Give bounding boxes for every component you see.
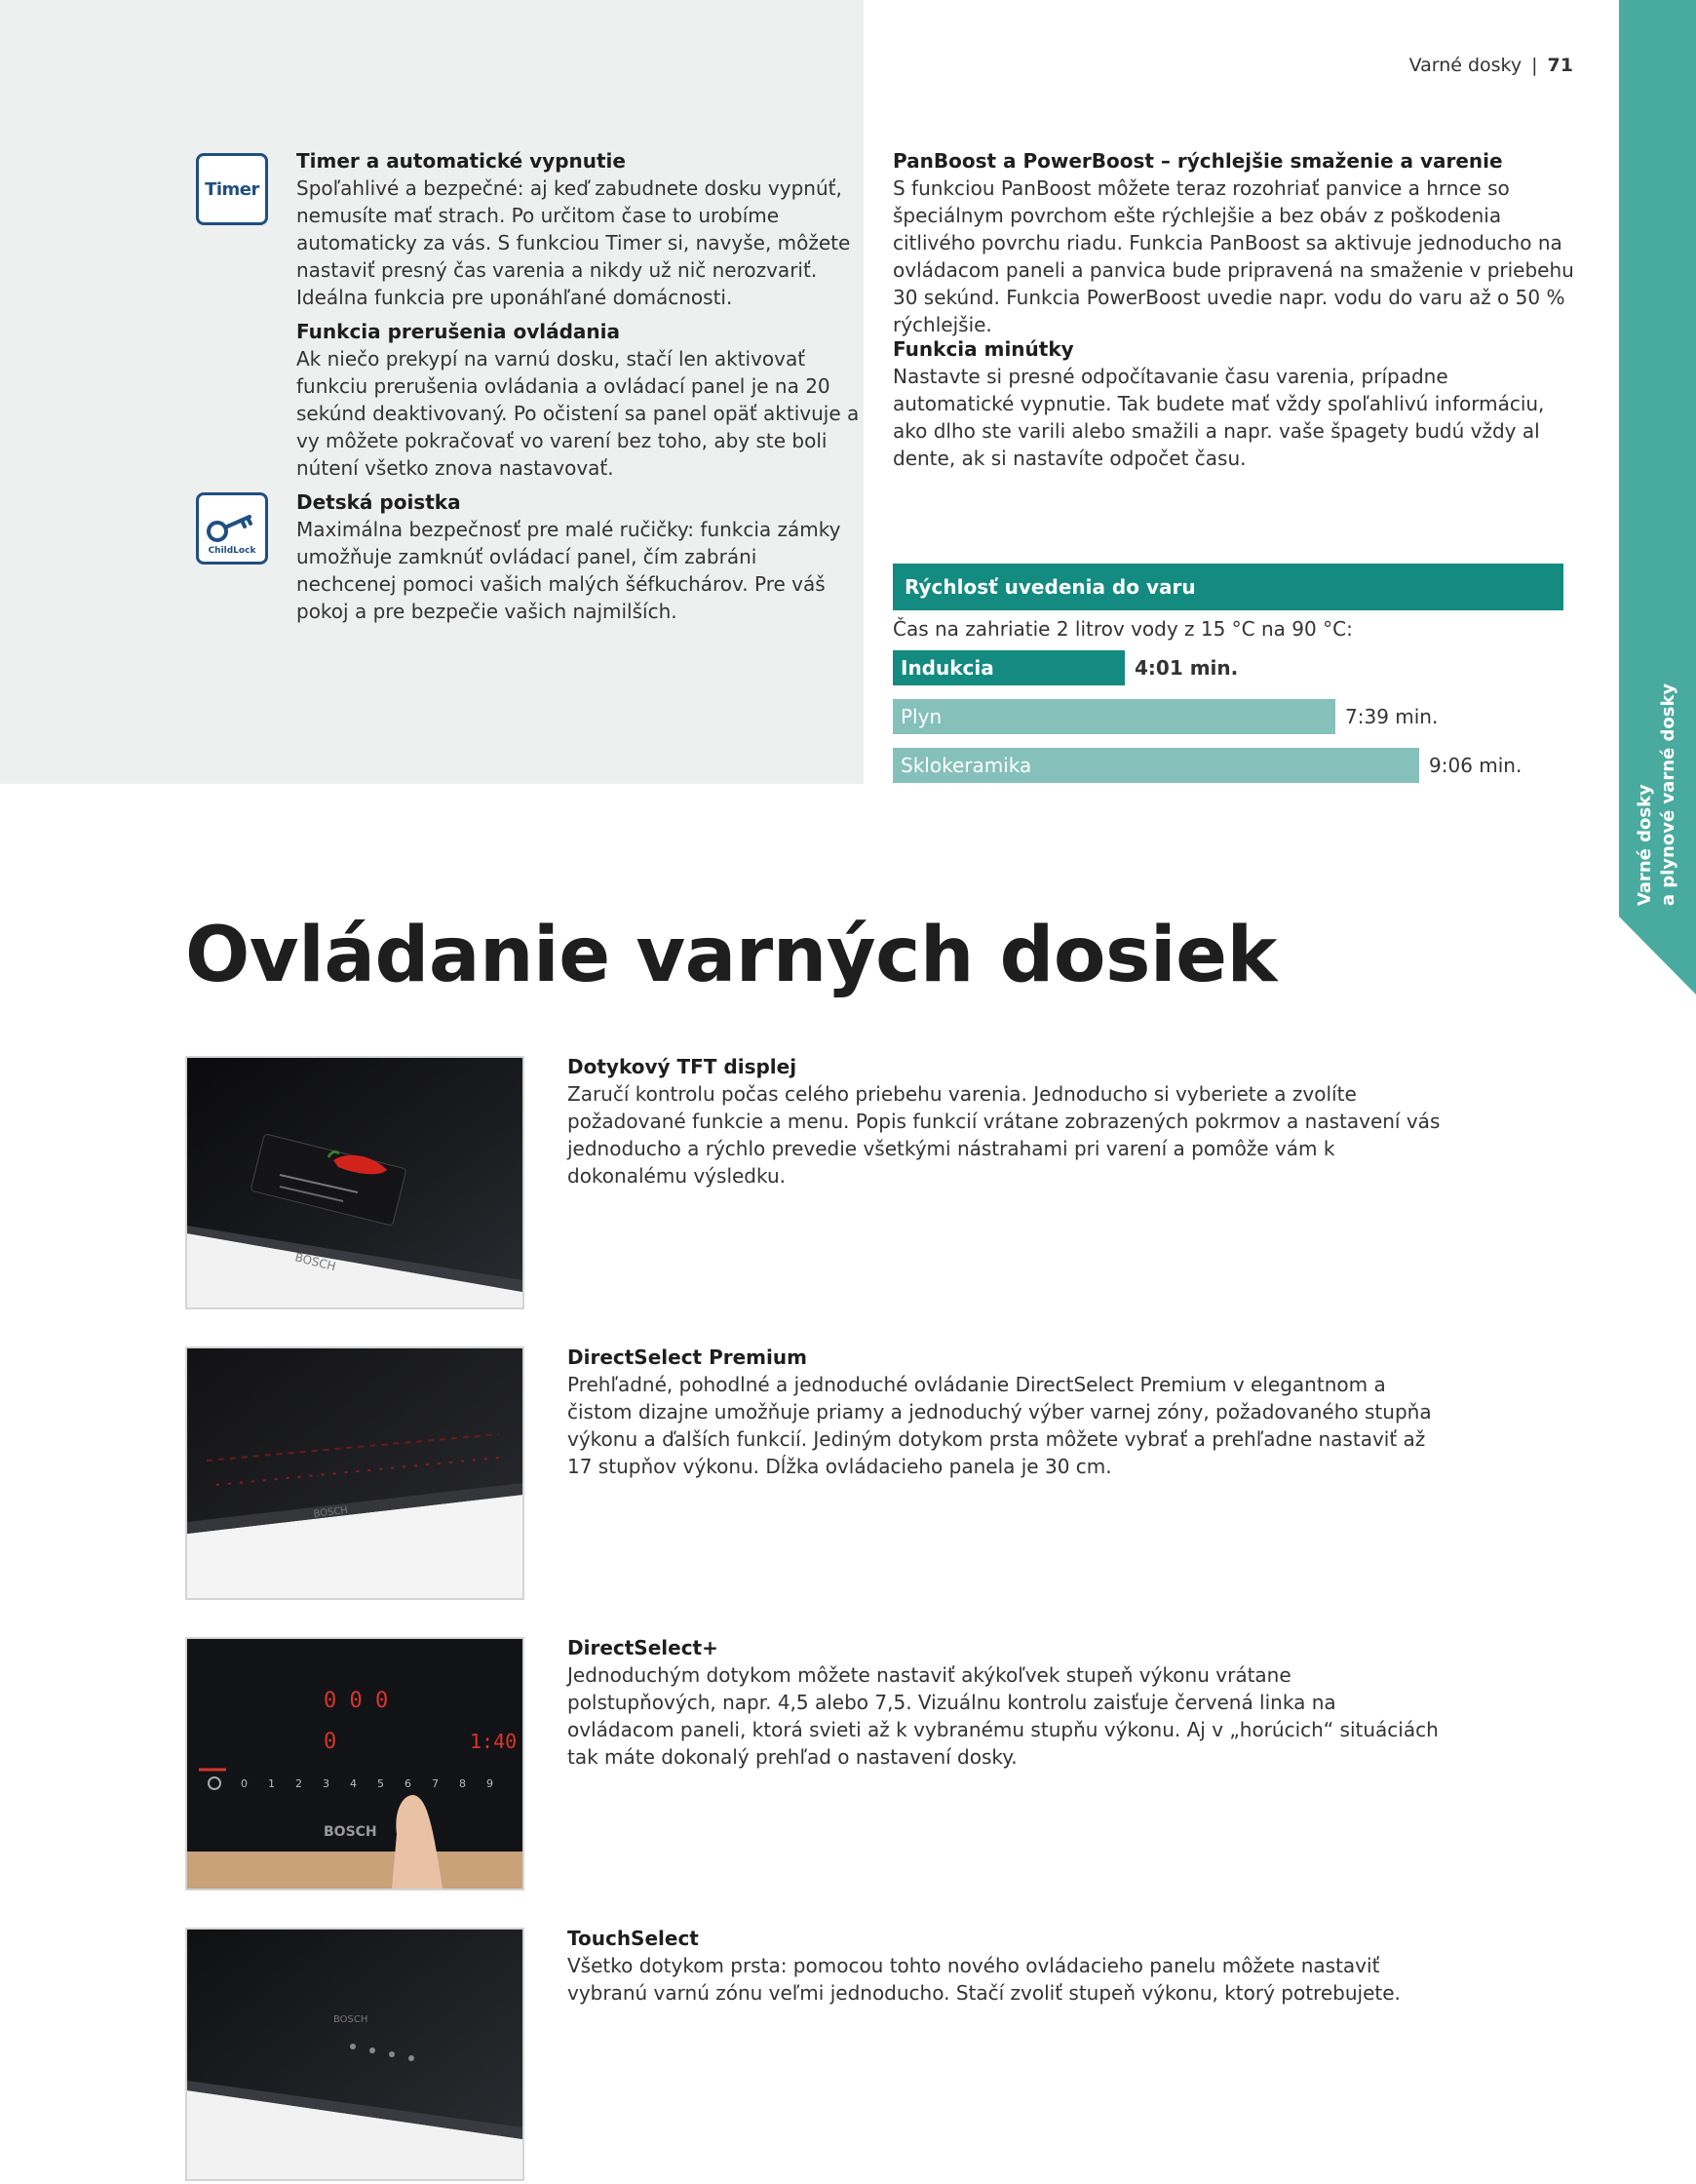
control-text: Všetko dotykom prsta: pomocou tohto nového ovládacieho panelu môžete nastaviť vybranú varnú zónu veľmi jednoducho. Stačí zvoliť stupeň výkonu, ktorý potrebujete. [567,1954,1401,2005]
speed-title: Rýchlosť uvedenia do varu [893,564,1563,610]
directselect-premium-image [187,1348,522,1598]
speed-bar: Plyn [893,699,1335,734]
speed-bar-value: 9:06 min. [1429,754,1523,777]
power-scale-digit: 0 [241,1777,248,1790]
feature-timer [296,147,862,311]
tft-brand-text: BOSCH [293,1250,337,1274]
control-title: DirectSelect+ [567,1636,718,1659]
speed-bar-value: 4:01 min. [1135,656,1239,680]
speed-bar-value: 7:39 min. [1345,705,1439,728]
tft-display-image [187,1058,522,1307]
photo-tft-display [185,1056,524,1309]
feature-title: Funkcia minútky [893,337,1074,361]
display-top-digits: 0 0 0 [324,1689,389,1713]
feature-control-pause [296,318,862,482]
timer-icon-label: Timer [205,179,259,200]
feature-child-lock [296,488,862,625]
speed-bar: Indukcia [893,650,1125,685]
power-scale-digit: 9 [486,1777,493,1790]
photo-directselect-premium [185,1346,524,1600]
header-separator: | [1531,55,1538,76]
feature-text: Spoľahlivé a bezpečné: aj keď zabudnete dosku vypnúť, nemusíte mať strach. Po určitom čase to urobíme automaticky za vás. S funkciou Timer si, navyše, môžete nastaviť presný čas varenia a nikdy už nič nerozvariť. Ideálna funkcia pre uponáhľané domácnosti. [296,176,851,309]
chapter-tab-line1: Varné dosky [1635,784,1655,907]
running-header [1409,55,1573,76]
chapter-tab-label [1628,682,1686,907]
control-touchselect [567,1925,1445,2007]
power-scale-digit: 8 [459,1777,466,1790]
power-scale-digit: 2 [295,1777,302,1790]
display-right-digits: 1:40 [470,1730,518,1753]
childlock-icon [196,492,268,565]
touchselect-brand-text: BOSCH [333,2014,368,2025]
premium-brand-text: BOSCH [313,1504,349,1520]
feature-minute-timer [893,335,1575,472]
speed-subtitle: Čas na zahriatie 2 litrov vody z 15 °C na 90 °C: [893,617,1353,641]
feature-text: S funkciou PanBoost môžete teraz rozohriať panvice a hrnce so špeciálnym povrchom ešte rýchlejšie a bez obáv z poškodenia citlivého povrchu riadu. Funkcia PanBoost sa aktivuje jednoducho na ovládacom paneli a panvica bude pripravená na smaženie v priebehu 30 sekúnd. Funkcia PowerBoost uvedie napr. vodu do varu až o 50 % rýchlejšie. [893,176,1574,336]
power-scale-digit: 4 [350,1777,357,1790]
feature-text: Maximálna bezpečnosť pre malé ručičky: funkcia zámky umožňuje zamknúť ovládací panel, čím zabráni nechcenej pomoci vašich malých šéfkuchárov. Pre váš pokoj a pre bezpečie vašich najmilších. [296,518,841,623]
feature-title: Timer a automatické vypnutie [296,149,626,173]
control-text: Prehľadné, pohodlné a jednoduché ovládanie DirectSelect Premium v elegantnom a čistom dizajne umožňuje priamy a jednoduchý výber varnej zóny, požadovaného stupňa výkonu a ďalších funkcií. Jediným dotykom prsta môžete vybrať a prehľadne nastaviť až 17 stupňov výkonu. Dĺžka ovládacieho panela je 30 cm. [567,1373,1432,1478]
control-text: Zaručí kontrolu počas celého priebehu varenia. Jednoducho si vyberiete a zvolíte požadované funkcie a menu. Popis funkcií vrátane zobrazených pokrmov a nastavení vás jednoducho a rýchlo prevedie všetkými nástrahami pri varení a pomôže vám k dokonalému výsledku. [567,1082,1441,1188]
feature-text: Ak niečo prekypí na varnú dosku, stačí len aktivovať funkciu prerušenia ovládania a ovládací panel je na 20 sekúnd deaktivovaný. Po očistení sa panel opäť aktivuje a vy môžete pokračovať vo varení bez toho, aby ste boli nútení všetko znova nastavovať. [296,347,860,480]
chapter-tab-line2: a plynové varné dosky [1658,682,1678,907]
section-name: Varné dosky [1408,55,1523,76]
feature-title: PanBoost a PowerBoost – rýchlejšie smaženie a varenie [893,149,1503,173]
control-text: Jednoduchým dotykom môžete nastaviť akýkoľvek stupeň výkonu vrátane polstupňových, napr. 4,5 alebo 7,5. Vizuálnu kontrolu zaisťuje červená linka na ovládacom paneli, ktorá svieti až k vybranému stupňu výkonu. Aj v „horúcich“ situáciách tak máte dokonalý prehľad o nastavení dosky. [567,1663,1439,1769]
directselect-plus-image [187,1639,522,1889]
page-number: 71 [1547,55,1573,76]
control-title: TouchSelect [567,1927,699,1950]
feature-text: Nastavte si presné odpočítavanie času varenia, prípadne automatické vypnutie. Tak budete mať vždy spoľahlivú informáciu, ako dlho ste varili alebo smažili a napr. vaše špagety budú vždy al dente, ak si nastavíte odpočet času. [893,365,1545,470]
feature-title: Detská poistka [296,490,461,514]
control-tft [567,1053,1445,1190]
plus-brand-text: BOSCH [324,1824,377,1840]
timer-icon [196,153,268,225]
power-scale-digit: 1 [268,1777,275,1790]
section-title: Ovládanie varných dosiek [185,912,1277,999]
touchselect-image [187,1930,522,2179]
photo-directselect-plus [185,1637,524,1891]
power-scale-digit: 6 [405,1777,411,1790]
feature-panboost [893,147,1575,338]
feature-title: Funkcia prerušenia ovládania [296,320,621,343]
power-scale-digit: 5 [377,1777,384,1790]
speed-bar: Sklokeramika [893,748,1419,783]
control-directselect-plus [567,1634,1445,1771]
control-title: Dotykový TFT displej [567,1055,797,1078]
control-directselect-premium [567,1344,1445,1480]
display-mid-digit: 0 [324,1730,337,1754]
childlock-icon-label: ChildLock [208,546,256,556]
power-scale-digit: 3 [323,1777,329,1790]
power-scale-digit: 7 [432,1777,439,1790]
control-title: DirectSelect Premium [567,1346,807,1369]
photo-touchselect [185,1928,524,2181]
